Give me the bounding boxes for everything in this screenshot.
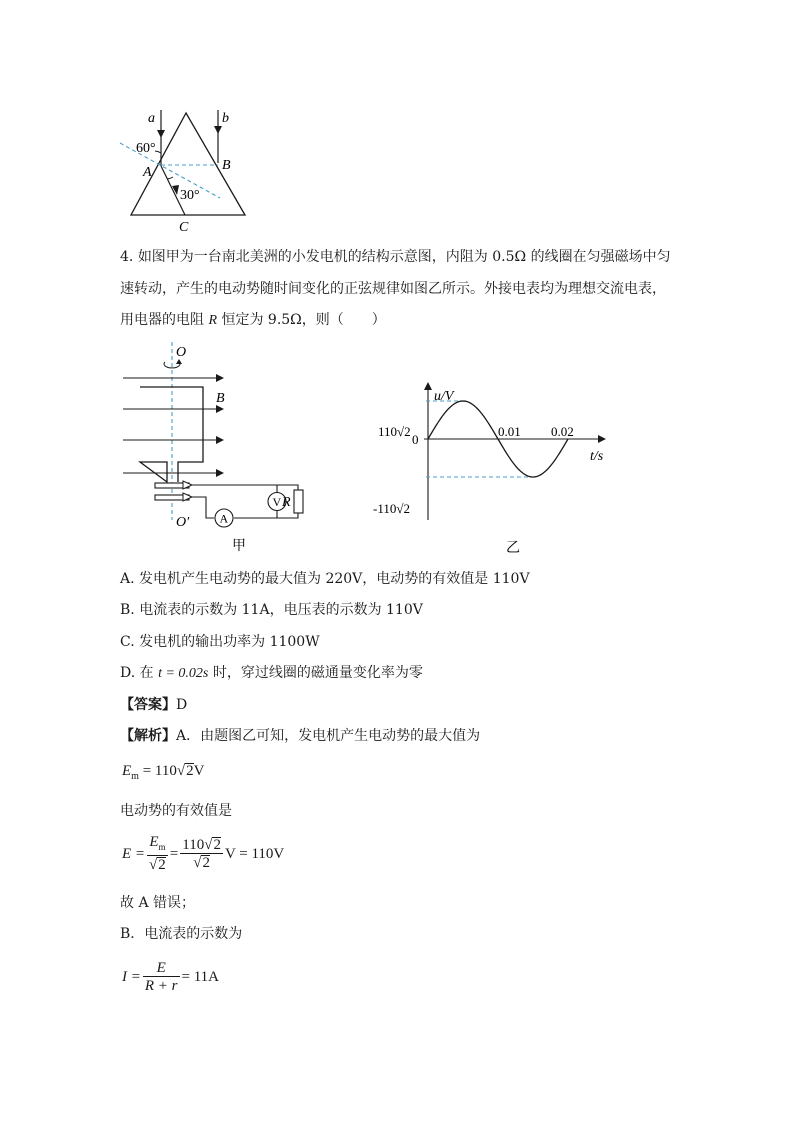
analysis-eff-text: 电动势的有效值是 bbox=[120, 803, 232, 819]
e-frac-num: E bbox=[149, 834, 159, 850]
tick-label-t2: 0.02 bbox=[551, 424, 574, 439]
e-equation bbox=[122, 834, 284, 874]
generator-figure bbox=[118, 340, 328, 555]
question-line-2: 速转动，产生的电动势随时间变化的正弦规律如图乙所示。外接电表均为理想交流电表， bbox=[120, 281, 666, 297]
e-frac-den-root: 2 bbox=[158, 857, 166, 873]
analysis-a-text: A．由题图乙可知，发电机产生电动势的最大值为 bbox=[176, 728, 481, 744]
x-axis-arrow bbox=[598, 435, 606, 443]
angle-60-label: 60° bbox=[136, 141, 156, 156]
field-b-label: B bbox=[216, 391, 225, 406]
option-d-math: t = 0.02s bbox=[158, 666, 209, 681]
em-equation: $E_m = 110√2V$ bbox=[122, 763, 205, 782]
e-frac-num-sub: m bbox=[158, 842, 166, 852]
analysis-label: 【解析】 bbox=[120, 728, 176, 744]
generator-caption: 甲 bbox=[232, 539, 246, 554]
em-root: 2 bbox=[186, 763, 194, 779]
angle-30-label: 30° bbox=[180, 188, 200, 203]
equals-sign: = bbox=[169, 845, 179, 862]
field-arrowheads bbox=[216, 374, 224, 477]
em-subscript: m bbox=[131, 771, 139, 782]
e-frac2-den-root: 2 bbox=[202, 854, 210, 871]
e-fraction-2: $\frac{110√2}{√2}$ bbox=[182, 836, 221, 871]
i-lhs: I = bbox=[122, 969, 141, 985]
y-axis-label: u/V bbox=[434, 389, 454, 404]
point-c-label: C bbox=[179, 220, 189, 235]
option-b: B. 电流表的示数为 11A，电压表的示数为 110V bbox=[120, 602, 423, 618]
em-symbol: E bbox=[122, 763, 132, 779]
em-unit: V bbox=[193, 763, 205, 779]
angle-30-arc bbox=[167, 177, 173, 179]
y-min-label: -110√2 bbox=[373, 501, 410, 516]
ray-a-label: a bbox=[148, 111, 155, 126]
magnetic-field-lines bbox=[123, 378, 216, 473]
resistor-label: R bbox=[282, 495, 291, 510]
resistor bbox=[294, 490, 303, 513]
point-a-label: A bbox=[143, 165, 152, 180]
resistor-symbol: R bbox=[208, 313, 218, 328]
analysis-b-text: B．电流表的示数为 bbox=[120, 926, 243, 942]
angle-60-arc bbox=[155, 151, 161, 153]
em-value: = 110 bbox=[138, 763, 177, 779]
answer-value: D bbox=[176, 697, 188, 713]
axis-top-label: O bbox=[176, 345, 187, 360]
waveform-chart bbox=[368, 380, 618, 560]
option-d bbox=[120, 663, 423, 684]
e-frac2-num: 110 bbox=[182, 836, 205, 853]
i-equation bbox=[122, 960, 219, 995]
question-text-3a: 用电器的电阻 bbox=[120, 312, 209, 328]
option-d-text-post: 时，穿过线圈的磁通量变化率为零 bbox=[208, 665, 423, 681]
e-fraction-1: $\frac{E_m}{√2}$ bbox=[149, 834, 166, 873]
e-result: V = 110V bbox=[224, 845, 285, 862]
i-fraction bbox=[143, 960, 180, 995]
voltmeter-label: V bbox=[272, 495, 282, 509]
normal-line bbox=[120, 143, 220, 198]
point-b-label: B bbox=[222, 158, 231, 173]
question-text-3b: 恒定为 9.5Ω，则（ ） bbox=[217, 312, 386, 328]
analysis-a-line bbox=[120, 726, 480, 746]
tick-label-t1: 0.01 bbox=[498, 424, 521, 439]
origin-label: 0 bbox=[412, 432, 419, 447]
ray-a-arrow bbox=[157, 130, 165, 138]
answer-line bbox=[120, 695, 187, 715]
e-frac2-num-root: 2 bbox=[213, 836, 221, 853]
e-lhs: E = bbox=[122, 845, 146, 862]
question-line-3 bbox=[120, 310, 386, 331]
axis-bottom-label: O′ bbox=[176, 515, 190, 530]
prism-figure bbox=[110, 100, 270, 240]
ray-b-label: b bbox=[222, 111, 229, 126]
question-line-1 bbox=[120, 247, 671, 267]
i-result: = 11A bbox=[181, 969, 219, 985]
i-frac-num: E bbox=[143, 960, 180, 977]
question-text-1: 如图甲为一台南北美洲的小发电机的结构示意图，内阻为 0.5Ω 的线圈在匀强磁场中匀 bbox=[137, 249, 671, 265]
ammeter-label: A bbox=[219, 511, 229, 526]
option-a: A. 发电机产生电动势的最大值为 220V，电动势的有效值是 110V bbox=[120, 571, 530, 587]
waveform-caption: 乙 bbox=[506, 541, 520, 556]
i-frac-den: R + r bbox=[144, 978, 178, 994]
y-max-label: 110√2 bbox=[378, 424, 411, 439]
analysis-a-conclusion: 故 A 错误； bbox=[120, 895, 196, 911]
option-c: C. 发电机的输出功率为 1100W bbox=[120, 634, 320, 650]
answer-label: 【答案】 bbox=[120, 697, 176, 713]
option-d-text-pre: D. 在 bbox=[120, 665, 159, 681]
question-number: 4. bbox=[120, 249, 134, 265]
ray-b-arrow bbox=[214, 126, 222, 134]
x-axis-label: t/s bbox=[590, 449, 604, 464]
y-axis-arrow bbox=[424, 382, 432, 390]
